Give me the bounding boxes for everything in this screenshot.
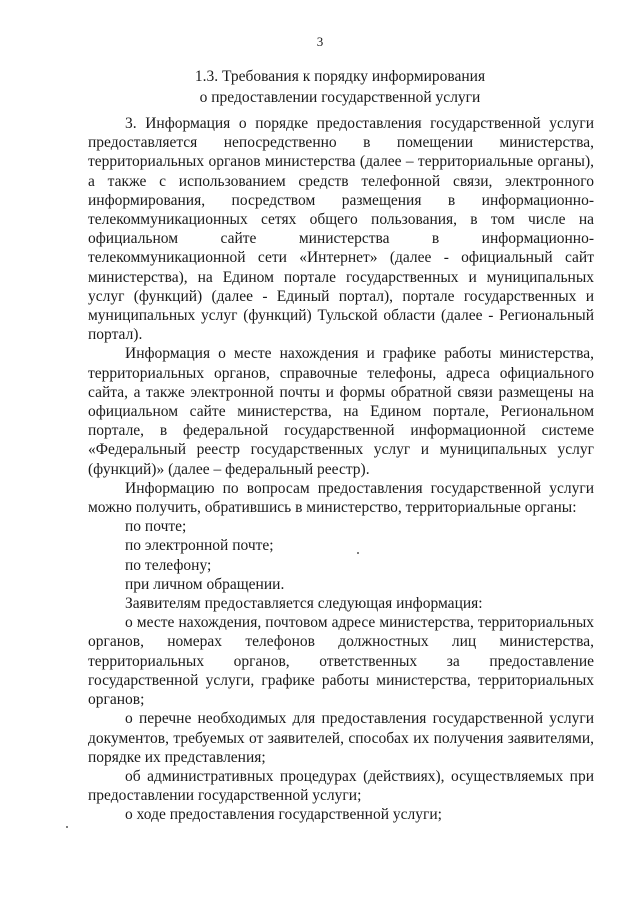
page-number: 3 [316, 34, 324, 49]
section-heading-line-2: о предоставлении государственной услуги [199, 89, 481, 106]
paragraph-required-documents: о перечне необходимых для предоставления государственной услуги документов, требуемых от заявителей, способах их получения заявителями, порядке их представления; [88, 710, 594, 766]
paragraph-provided-information: Заявителям предоставляется следующая информация: [125, 595, 483, 613]
paragraph-information-procedure: 3. Информация о порядке предоставления государственной услуги предоставляется непосредственно в помещении министерства, территориальных органов министерства (далее – территориальные органы), а также с использованием средств телефонной связи, электронного информирования, посредством размещения в информационно-телекоммуникационных сетях общего пользования, в том числе на официальном сайте министерства в информационно-телекоммуникационной сети «Интернет» (далее - официальный сайт министерства), на Едином портале государственных и муниципальных услуг (функций) (далее - Единый портал), портале государственных и муниципальных услуг (функций) Тульской области (далее - Региональный портал). [88, 115, 594, 344]
document-body [88, 114, 594, 825]
paragraph-location-contacts: о месте нахождения, почтовом адресе министерства, территориальных органов, номерах телефонов должностных лиц министерства, территориальных органов, ответственных за предоставление государственной услуги, графике работы министерства, территориальных органов; [88, 614, 594, 709]
list-item-by-email: по электронной почте; [125, 537, 274, 555]
list-item-in-person: при личном обращении. [125, 575, 285, 593]
paragraph-location-schedule: Информация о месте нахождения и графике работы министерства, территориальных органов, справочные телефоны, адреса официального сайта, а также электронной почты и формы обратной связи размещены на официальном сайте министерства, на Едином портале, Региональном портале, в федеральной государственной информационной системе «Федеральный реестр государственных услуг и муниципальных услуг (функций)» (далее – федеральный реестр). [88, 345, 594, 478]
paragraph-admin-procedures: об административных процедурах (действиях), осуществляемых при предоставлении государственной услуги; [88, 767, 594, 805]
paragraph-how-to-obtain: Информацию по вопросам предоставления государственной услуги можно получить, обратившись в министерство, территориальные органы: [88, 479, 594, 517]
section-heading-line-1: 1.3. Требования к порядку информирования [194, 68, 486, 85]
list-item-by-phone: по телефону; [125, 556, 212, 574]
list-item-by-mail: по почте; [125, 518, 187, 536]
scan-speck [357, 552, 359, 554]
section-heading [100, 66, 580, 108]
paragraph-service-progress: о ходе предоставления государственной услуги; [125, 806, 442, 824]
scan-speck [66, 826, 68, 828]
